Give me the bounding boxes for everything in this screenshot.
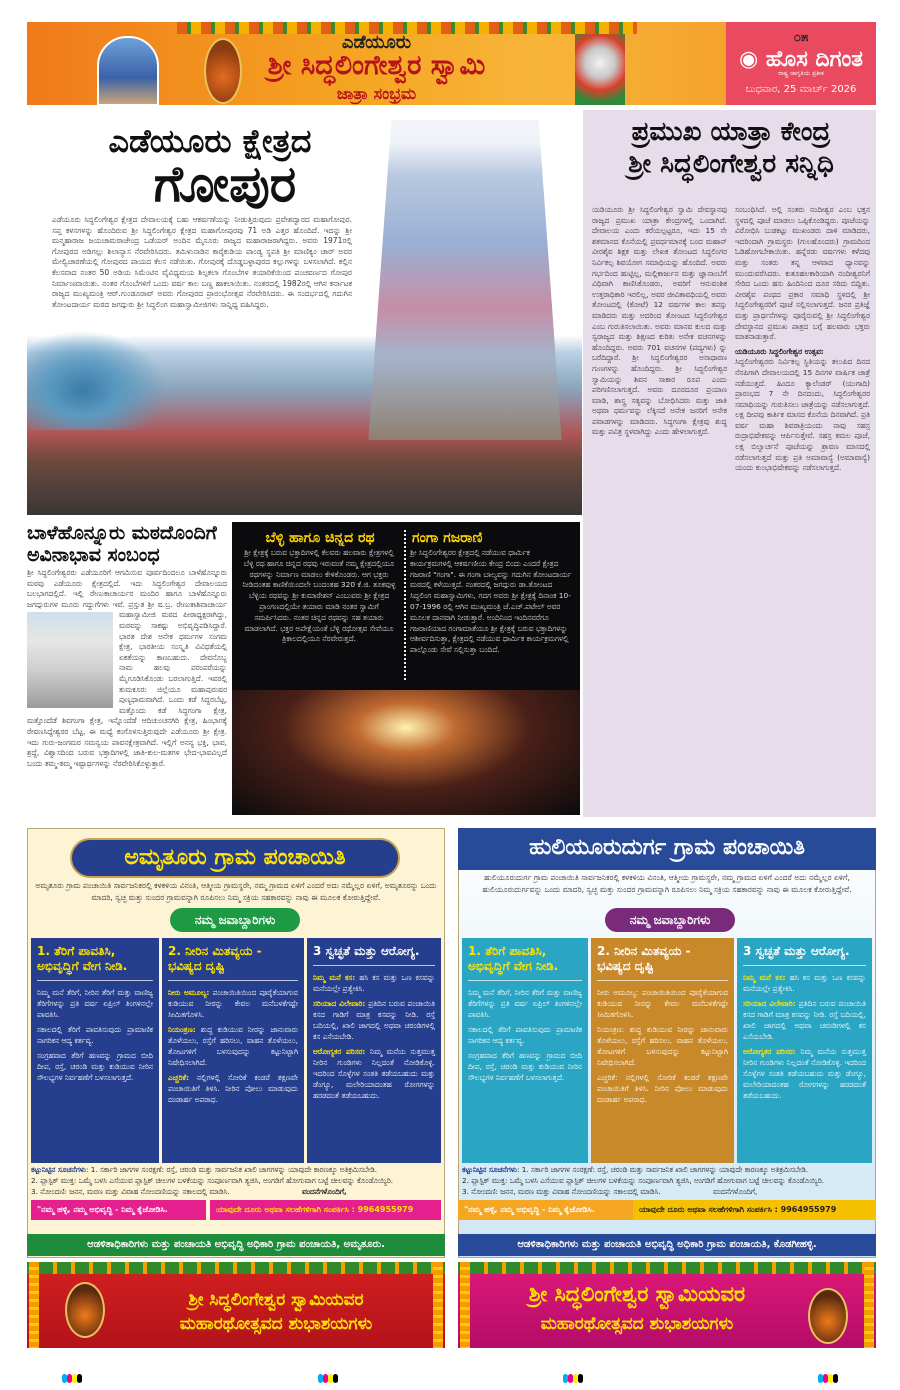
banner-left-line2: ಮಹಾರಥೋತ್ಸವದ ಶುಭಾಶಯಗಳು [179,1314,373,1334]
sidebar-column-2: ಸಂಬಂಧಿಸಿದೆ. ಅಲ್ಲಿ ಸಂತರು ನಂದೀಶ್ವರ ಎಂಬ ಭಕ್ತನ ಸ್ಥಳದಲ್ಲಿ ಪೂಜೆ ಮಾಡಲು ಒಪ್ಪಿಕೊಂಡಿದ್ದರು. ಪೂಜೆಯನ್ನು ವಿರೋಧಿಸಿ ಬುಡಕಟ್ಟು ಮುಖಂಡರು ದಾಳಿ ಮಾಡಿದರು, ಇದರಿಂದಾಗಿ ಗ್ರಾಮಸ್ಥರು (ಗುಲಹೊಂದರು) ಗ್ರಾಮದಿಂದ ಓಡಿಹೋಗಬೇಕಾಯಿತು. ಹನ್ನೆರಡು ವರ್ಷಗಳು ಕಳೆದವು ಮತ್ತು ಸಂತರು ತನ್ನ ಆಳವಾದ ಧ್ಯಾನವನ್ನು ಮುಂದುವರೆಸಿದರು. ಕುತೂಹಲಕಾರಿಯಾಗಿ ನಂದೀಶ್ವರನಿಗೆ ಸೇರಿದ ಒಂದು ಹಸು ಹಿಂದಿನಿಂದ ದೂರ ಸರಿದು ಬಿದ್ದಿತು. ವೀರಶೈವ ಪಂಥದ ಪ್ರಕಾರ ಸಮಾಧಿ ಸ್ಥಳದಲ್ಲಿ ಶ್ರೀ ಸಿದ್ಧಲಿಂಗೇಶ್ವರರಿಗೆ ಪೂಜೆ ಸಲ್ಲಿಸಲಾಗುತ್ತದೆ. ಜನರ ಪ್ರತಿಜ್ಞೆ ಮತ್ತು ಪ್ರಾರ್ಥನೆಗಳನ್ನು ಪೂರೈಸುವಲ್ಲಿ ಶ್ರೀ ಸಿದ್ಧಲಿಂಗೇಶ್ವರ ದೇವಸ್ಥಾನದ ಪ್ರಮುಖ ಪಾತ್ರದ ಬಗ್ಗೆ ಹಲವಾರು ಭಕ್ತರು ಮಾತನಾಡುತ್ತಾರೆ. ಯಡಿಯೂರು ಸಿದ್ಧಲಿಂಗೇಶ್ವರ ಉತ್ಸವ: ಸಿದ್ಧಲಿಂಗೇಶ್ವರರು ನಿರ್ವಿಕಲ್ಪ ಸ್ಥಿತಿಯನ್ನು ತಲುಪಿದ ದಿನದ ನೆನಪಿಗಾಗಿ ದೇವಾಲಯದಲ್ಲಿ 15 ದಿನಗಳ ವಾರ್ಷಿಕ ಜಾತ್ರೆ ನಡೆಯುತ್ತದೆ. ಹಿಂದೂ ಕ್ಯಾಲೆಂಡರ್ (ಯುಗಾದಿ) ಪ್ರಾರಂಭದ 7 ನೇ ದಿನದಂದು, ಸಿದ್ಧಲಿಂಗೇಶ್ವರರ ಸಮಾಧಿಯನ್ನು ಗುರುತಿಸಲು ಜಾತ್ರೆಯನ್ನು ನಡೆಸಲಾಗುತ್ತದೆ. ಲಕ್ಷ ದೀಪವು ಕಾರ್ತಿಕ ಮಾಸದ ಕೊನೆಯ ದಿನವಾಗಿದೆ. ಪ್ರತಿ ವರ್ಷ ಮಹಾ ಶಿವರಾತ್ರಿಯಂದು ನಾವು ಸಹಸ್ರ ರುದ್ರಾಭಿಷೇಕವನ್ನು ಆರ್ಪಿಸುತ್ತೇವೆ. ಸಹಸ್ರ ಕಮಲ ಪೂಜೆ, ಲಕ್ಷ ಬಿಲ್ವಾರ್ಚನೆ ಪೂಜೆಯನ್ನು ಶ್ರಾವಣ ಮಾಸದಲ್ಲಿ ನಡೆಸಲಾಗುತ್ತದೆ ಮತ್ತು ಪ್ರತಿ ಅಮಾವಾಸ್ಯೆ (ಅಮಾವಾಸ್ಯೆ) ಯಂದು ಕುಂಭಾಭಿಷೇಕವನ್ನು ನಡೆಸಲಾಗುತ್ತದೆ. [735,205,870,473]
elephant-body: ಶ್ರೀ ಸಿದ್ಧಲಿಂಗೇಶ್ವರರ ಕ್ಷೇತ್ರದಲ್ಲಿ ನಡೆಯುವ ಧಾರ್ಮಿಕ ಕಾರ್ಯಕ್ರಮಗಳಲ್ಲಿ ಆಕರ್ಷಣೀಯ ಕೇಂದ್ರ ಬಿಂದು ಎಂದರೆ ಕ್ಷೇತ್ರದ ಗಜರಾಣಿ "ಗಂಗಾ". ಈ ಗಂಗಾ ಬಾಲ್ಯವನ್ನು ಗದುಗಿನ ತೋಂಟದಾರ್ಯ ಮಠದಲ್ಲಿ ಕಳೆಯುತ್ತದೆ. ನಂತರದಲ್ಲಿ ಜಗದ್ಗುರು ಡಾ.ತೋಂಟದ ಸಿದ್ಧಲಿಂಗ ಮಹಾಸ್ವಾಮಿಗಳು, ಗದಗ ಅವರು ಶ್ರೀ ಕ್ಷೇತ್ರಕ್ಕೆ ದಿನಾಂಕ 10-07-1996 ರಲ್ಲಿ ಆಗಿನ ಮುಖ್ಯಮಂತ್ರಿ ಜೆ.ಎಚ್.ಪಟೇಲ್ ಅವರ ಮೂಲಕ ದಾನವಾಗಿ ನೀಡುತ್ತಾರೆ. ಅಂದಿನಿಂದ ಇಂದಿನವರೆಗೂ ಗಜರಾಣಿಯಾದ ಗಂಗಾಮಾತೆಯೂ ಶ್ರೀ ಕ್ಷೇತ್ರಕ್ಕೆ ಬರುವ ಭಕ್ತಾದಿಗಳನ್ನು ಆಶೀರ್ವದಿಸುತ್ತಾ, ಕ್ಷೇತ್ರದಲ್ಲಿ ನಡೆಯುವ ಧಾರ್ಮಿಕ ಕಾರ್ಯಕ್ರಮಗಳಲ್ಲಿ ಪಾಲ್ಗೊಂಡು ಸೇವೆ ಸಲ್ಲಿಸುತ್ತಾ ಬಂದಿದೆ. [410,548,572,655]
palm-trees-photo [27,330,167,430]
amrutur-col-tax: 1. ತೆರಿಗೆ ಪಾವತಿಸಿ, ಅಭಿವೃದ್ಧಿಗೆ ವೇಗ ನೀಡಿ. ನಿಮ್ಮ ಮನೆ ತೆರಿಗೆ, ನೀರಿನ ತೆರಿಗೆ ಮತ್ತು ವಾಣಿಜ್ಯ ತೆರಿಗೆಗಳನ್ನು ಪ್ರತಿ ವರ್ಷ ಏಪ್ರಿಲ್ ತಿಂಗಳಿನಲ್ಲೇ ಪಾವತಿಸಿ. ಸಕಾಲದಲ್ಲಿ ತೆರಿಗೆ ಪಾವತಿಸುವುದು ಪ್ರಾಮಾಣಿಕ ನಾಗರಿಕನ ಆದ್ಯ ಕರ್ತವ್ಯ. ಸಂಗ್ರಹವಾದ ತೆರಿಗೆ ಹಣವನ್ನು ಗ್ರಾಮದ ಬೀದಿ ದೀಪ, ರಸ್ತೆ, ಚರಂಡಿ ಮತ್ತು ಕುಡಿಯುವ ನೀರಿನ ಸೌಲಭ್ಯಗಳ ನಿರ್ವಹಣೆಗೆ ಬಳಸಲಾಗುತ್ತದೆ. [31,938,159,1163]
amrutur-col-water: 2. ನೀರಿನ ಮಿತವ್ಯಯ - ಭವಿಷ್ಯದ ದೃಷ್ಟಿ ನೀರು ಅಮೂಲ್ಯ: ಪಂಚಾಯಿತಿಯಿಂದ ಪೂರೈಕೆಯಾಗುವ ಕುಡಿಯುವ ನೀರನ್ನು ಕೇವಲ ಮನೆಬಳಕೆಗಷ್ಟೇ ಸೀಮಿತಗೊಳಿಸಿ. ನಿಯಂತ್ರಣ: ಶುದ್ಧ ಕುಡಿಯುವ ನೀರನ್ನು ಜಾನುವಾರು ತೊಳೆಯಲು, ರಸ್ತೆಗೆ ಹರಿಸಲು, ವಾಹನ ತೊಳೆಯಲು, ತೋಟಗಳಿಗೆ ಬಳಸುವುದನ್ನು ಕಟ್ಟುನಿಟ್ಟಾಗಿ ನಿಷೇಧಿಸಲಾಗಿದೆ. ಎಚ್ಚರಿಕೆ: ನಲ್ಲಿಗಳಲ್ಲಿ ಸೋರಿಕೆ ಕಂಡರೆ ತಕ್ಷಣವೇ ಪಂಚಾಯಿತಿಗೆ ತಿಳಿಸಿ. ನೀರಿನ ಪೋಲು ಮಾಡುವುದು ದಂಡಾರ್ಹ ಅಪರಾಧ. [162,938,304,1163]
marigold-string [29,1262,39,1348]
sun-logo-icon: ◉ [739,47,759,72]
lead-story-body: ಎಡೆಯೂರು ಸಿದ್ಧಲಿಂಗೇಶ್ವರ ಕ್ಷೇತ್ರದ ದೇವಾಲಯಕ್ಕೆ ಬಹು ಆಕರ್ಷಣೆಯನ್ನು ನೀಡುತ್ತಿರುವುದು ಪ್ರವೇಶದ್ವಾರದ ಮಹಾಗೋಪುರ. ಸಪ್ತ ಕಳಸಗಳನ್ನು ಹೊಂದಿರುವ ಶ್ರೀ ಸಿದ್ಧಲಿಂಗೇಶ್ವರ ಕ್ಷೇತ್ರದ ಮಹಾಗೋಪುರವು 71 ಅಡಿ ಎತ್ತರ ಹೊಂದಿದೆ. ಇದನ್ನು ಶ್ರೀ ಮನ್ಮಹಾರಾಜ ಜಯಚಾಮರಾಜೇಂದ್ರ ಒಡೆಯರ್ ಅಂದಿನ ಮೈಸೂರು ರಾಜ್ಯದ ಮಹಾರಾಜರಾಗಿದ್ದರು. ಅವರು 1971ರಲ್ಲಿ ಗೋಪುರದ ಅಡಿಗಲ್ಲು ಶಿಲಾನ್ಯಾಸ ನೆರವೇರಿಸಿದರು. ತಮಿಳುನಾಡಿನ ಕಾರೈಕುಡಿಯ ಪಾಂಡ್ಯ ಸ್ಥಪತಿ ಶ್ರೀ ಮಾಣಿಕ್ಯಂ ಚಾರ್ ಅವರ ಮೇಲ್ವಿಚಾರಣೆಯಲ್ಲಿ ಗೋಪುರದ ಪಾಯದ ಕೆಲಸ ನಡೆಯಿತು. ಗೋಪುರಕ್ಕೆ ದೊಡ್ಡಬಳ್ಳಾಪುರದ ಕಲ್ಲುಗಳನ್ನು ಬಳಸಲಾಗಿದೆ. ಕಲ್ಲಿನ ಕೆಲಸವಾದ ನಂತರ 50 ಅಡಿಯ ಸಿಮೆಂಟಿನ ವೈವಿಧ್ಯಮಯ ಶಿಲ್ಪಕಲಾ ಗೊಂಬೆಗಳ ತಯಾರಿಕೆಯಿಂದ ಪಂಚವರ್ಣದ ಗೋಪುರ ನಿರ್ಮಾಣವಾಯಿತು. ನಂತರ ಗೊಂಬೆಗಳಿಗೆ ಒಂದು ವರ್ಷ ಕಾಲ ಬಣ್ಣ ಹಾಕಲಾಯಿತು. ನಂತರದಲ್ಲಿ 1982ರಲ್ಲಿ ಆಗಿನ ಕರ್ನಾಟಕ ರಾಜ್ಯದ ಮುಖ್ಯಮಂತ್ರಿ ಆರ್.ಗುಂಡೂರಾವ್ ಅವರು ಗೋಪುರದ ಪ್ರಾರಂಭೋತ್ಸವ ನೆರವೇರಿಸಿದರು. ಈ ಸಂದರ್ಭದಲ್ಲಿ ಗದುಗಿನ ತೋಂಟದಾರ್ಯ ಮಠದ ಜಗದ್ಗುರು ಶ್ರೀ ಸಿದ್ಧಲಿಂಗ ಮಹಾಸ್ವಾಮೀಜಿಗಳು ಸಾನ್ನಿಧ್ಯ ವಹಿಸಿದ್ದರು. [52,215,352,309]
amrutur-contact: ಯಾವುದೇ ದೂರು ಅಥವಾ ಸಲಹೆಗಳಿಗಾಗಿ ಸಂಪರ್ಕಿಸಿ : 9964955979 [210,1200,441,1220]
night-festival-photo [232,690,580,815]
balehonnur-headline: ಬಾಳೆಹೊನ್ನೂರು ಮಠದೊಂದಿಗೆ ಅವಿನಾಭಾವ ಸಂಬಂಧ [27,522,217,566]
balehonnur-body: ಶ್ರೀ ಸಿದ್ಧಲಿಂಗೇಶ್ವರರು ಎಡೆಯೂರಿಗೆ ಆಗಮಿಸುವ ಪೂರ್ವದಿಂದಲೂ ಬಾಳೆಹೊನ್ನೂರು ಮಠವು ಎಡೆಯೂರು ಕ್ಷೇತ್ರದಲ್ಲಿದೆ. ಇದು ಸಿದ್ಧಲಿಂಗೇಶ್ವರ ದೇವಾಲಯದ ಬಲಭಾಗದಲ್ಲಿದೆ. ಇಲ್ಲಿ ರೇಣುಕಾಚಾರ್ಯರ ಮಂದಿರ ಹಾಗೂ ಬಾಳೆಹೊನ್ನೂರು ಜಗದ್ಗುರುಗಳ ಮೂರು ಗದ್ದುಗೆಗಳು ಇವೆ. ಪ್ರಸ್ತುತ ಶ್ರೀ ಷ.ಬ್ರ. ರೇಣುಕಾಶಿವಾಚಾರ್ಯ ಮಹಾಸ್ವಾಮೀಜಿ ಮಠದ ಪೀಠಾಧ್ಯಕ್ಷರಾಗಿದ್ದು, ಮಠವನ್ನು ಸಾಕಷ್ಟು ಅಭಿವೃದ್ಧಿಪಡಿಸಿದ್ದಾರೆ. ಭಾರತ ದೇಶ ಅನೇಕ ಧರ್ಮಗಳ ಸಂಗಮ ಕ್ಷೇತ್ರ, ಭಾರತೀಯ ಸಂಸ್ಕೃತಿ ವಿವಿಧತೆಯಲ್ಲಿ ಏಕತೆಯನ್ನು ಕಾಣಬಹುದು. ದೇವನೊಬ್ಬ ನಾಮ ಹಲವು ಪರಂಪರೆಯನ್ನು ಮೈಗೂಡಿಸಿಕೊಂಡು ಬರಲಾಗುತ್ತಿದೆ. ಇವರಲ್ಲಿ ತುಮಕೂರು ಜಿಲ್ಲೆಯೂ ಮಹಾಪುರುಷರ ಪುಣ್ಯಧಾಮವಾಗಿದೆ. ಒಂದು ಕಡೆ ಸಿದ್ಧರಬೆಟ್ಟ, ಮತ್ತೊಂದು ಕಡೆ ಸಿದ್ಧಗಂಗಾ ಕ್ಷೇತ್ರ, ಮತ್ತೊಂದೆಡೆ ಶಿವಗಂಗಾ ಕ್ಷೇತ್ರ, ಇನ್ನೊಂದೆಡೆ ಆದಿಚುಂಚನಗಿರಿ ಕ್ಷೇತ್ರ, ಹಿಂಭಾಗಕ್ಕೆ ರೇವಣಸಿದ್ದೇಶ್ವರರ ಬೆಟ್ಟ, ಈ ಮಧ್ಯೆ ಕಂಗೊಳಿಸುತ್ತಿರುವುದೇ ಎಡೆಯೂರು ಶ್ರೀ ಕ್ಷೇತ್ರ. ಇದು ಗುರು-ಜಂಗಮರ ಸಮನ್ವಯ ಪಾವನಕ್ಷೇತ್ರವಾಗಿದೆ. ಇಲ್ಲಿಗೆ ಅನನ್ಯ ಭಕ್ತಿ, ಭಾವ, ಶ್ರದ್ಧೆ, ವಿಶ್ವಾಸದಿಂದ ಬರುವ ಭಕ್ತಾದಿಗಳಲ್ಲಿ ಜಾತಿ-ಕುಲ-ಮತಗಳ ಭೇದ-ಭಾವವಿಲ್ಲದೆ ಬಂದು ತಮ್ಮ-ತಮ್ಮ ಇಷ್ಟಾರ್ಥಗಳನ್ನು ನೆರವೇರಿಸಿಕೊಳ್ಳುತ್ತಾರೆ. [27,568,227,768]
newspaper-brand [726,22,876,105]
amrutur-footer: ಆಡಳಿತಾಧಿಕಾರಿಗಳು ಮತ್ತು ಪಂಚಾಯತಿ ಅಭಿವೃದ್ಧಿ ಅಧಿಕಾರಿ ಗ್ರಾಮ ಪಂಚಾಯತಿ, ಅಮೃತೂರು. [27,1234,445,1256]
marigold-string [864,1262,874,1348]
amrutur-col-health: 3 ಸ್ವಚ್ಛತೆ ಮತ್ತು ಆರೋಗ್ಯ. ನಿಮ್ಮ ಮನೆ ಕಸ: ಹಸಿ ಕಸ ಮತ್ತು ಒಣ ಕಸವನ್ನು ಮನೆಯಲ್ಲೇ ಪ್ರತ್ಯೇಕಿಸಿ. ಸರಿಯಾದ ವಿಲೇವಾರಿ: ಪ್ರತಿದಿನ ಬರುವ ಪಂಚಾಯಿತಿ ಕಸದ ಗಾಡಿಗೆ ಮಾತ್ರ ಕಸವನ್ನು ನೀಡಿ. ರಸ್ತೆ ಬದಿಯಲ್ಲಿ, ಖಾಲಿ ಜಾಗದಲ್ಲಿ ಅಥವಾ ಚರಂಡಿಗಳಲ್ಲಿ ಕಸ ಎಸೆಯಬೇಡಿ. ಆರೋಗ್ಯಕರ ಪರಿಸರ: ನಿಮ್ಮ ಮನೆಯ ಸುತ್ತಮುತ್ತ ನೀರಿನ ಗುಂಡಿಗಳು ನಿಲ್ಲದಂತೆ ನೋಡಿಕೊಳ್ಳಿ. ಇದರಿಂದ ಸೊಳ್ಳೆಗಳ ಸಂತತಿ ತಡೆಯಬಹುದು ಮತ್ತು ಡೆಂಗ್ಯೂ, ಮಲೇರಿಯಾದಂತಹ ರೋಗಗಳನ್ನು ಹರಡದಂತೆ ತಡೆಯಬಹುದು. [307,938,441,1163]
issue-date: ಬುಧವಾರ, 25 ಮಾರ್ಚ್ 2026 [745,84,857,95]
huliyurdurga-col-tax: 1. ತೆರಿಗೆ ಪಾವತಿಸಿ, ಅಭಿವೃದ್ಧಿಗೆ ವೇಗ ನೀಡಿ. ನಿಮ್ಮ ಮನೆ ತೆರಿಗೆ, ನೀರಿನ ತೆರಿಗೆ ಮತ್ತು ವಾಣಿಜ್ಯ ತೆರಿಗೆಗಳನ್ನು ಪ್ರತಿ ವರ್ಷ ಏಪ್ರಿಲ್ ತಿಂಗಳಿನಲ್ಲೇ ಪಾವತಿಸಿ. ಸಕಾಲದಲ್ಲಿ ತೆರಿಗೆ ಪಾವತಿಸುವುದು ಪ್ರಾಮಾಣಿಕ ನಾಗರಿಕನ ಆದ್ಯ ಕರ್ತವ್ಯ. ಸಂಗ್ರಹವಾದ ತೆರಿಗೆ ಹಣವನ್ನು ಗ್ರಾಮದ ಬೀದಿ ದೀಪ, ರಸ್ತೆ, ಚರಂಡಿ ಮತ್ತು ಕುಡಿಯುವ ನೀರಿನ ಸೌಲಭ್ಯಗಳ ನಿರ್ವಹಣೆಗೆ ಬಳಸಲಾಗುತ್ತದೆ. [462,938,588,1163]
amrutur-suggestions: ಕಟ್ಟುನಿಟ್ಟಿನ ಸೂಚನೆಗಳು: 1. ಸರ್ಕಾರಿ ಜಾಗಗಳ ಸಂರಕ್ಷಣೆ: ರಸ್ತೆ, ಚರಂಡಿ ಮತ್ತು ಸಾರ್ವಜನಿಕ ಖಾಲಿ ಜಾಗಗಳನ್ನು ಯಾವುದೇ ಕಾರಣಕ್ಕೂ ಅತಿಕ್ರಮಿಸಬೇಡಿ. 2. ಪ್ಲಾಸ್ಟಿಕ್ ಮುಕ್ತ: ಒಮ್ಮೆ ಬಳಸಿ ಎಸೆಯುವ ಪ್ಲಾಸ್ಟಿಕ್ ಚೀಲಗಳ ಬಳಕೆಯನ್ನು ಸಂಪೂರ್ಣವಾಗಿ ತ್ಯಜಿಸಿ, ಅಂಗಡಿಗೆ ಹೋಗುವಾಗ ಬಟ್ಟೆ ಚೀಲವನ್ನು ಕೊಂಡೊಯ್ಯಿರಿ. 3. ನೋಂದಣಿ: ಜನನ, ಮರಣ ಮತ್ತು ವಿವಾಹ ನೋಂದಣಿಯನ್ನು ಸಕಾಲದಲ್ಲಿ ಮಾಡಿಸಿ. ವಂದನೆಗಳೊಂದಿಗೆ, [31,1165,394,1197]
amrutur-ad-intro: ಅಮೃತೂರು ಗ್ರಾಮ ಪಂಚಾಯಿತಿ ಸಾರ್ವಜನಿಕರಲ್ಲಿ ಕಳಕಳಿಯ ವಿನಂತಿ, ಆತ್ಮೀಯ ಗ್ರಾಮಸ್ಥರೇ, ನಮ್ಮ ಗ್ರಾಮದ ಏಳಿಗೆ ಎಂದರೆ ಅದು ನಮ್ಮೆಲ್ಲರ ಏಳಿಗೆ, ಅಮೃತೂರನ್ನು ಒಂದು ಮಾದರಿ, ಸ್ವಚ್ಛ ಮತ್ತು ಸುಂದರ ಗ್ರಾಮವನ್ನಾಗಿ ರೂಪಿಸಲು ನಿಮ್ಮ ಸಕ್ರಿಯ ಸಹಕಾರವನ್ನು ನಾವು ಈ ಮೂಲಕ ಕೋರುತ್ತಿದ್ದೇವೆ. [35,881,437,902]
elephant-headline: ಗಂಗಾ ಗಜರಾಣಿ [412,530,483,546]
gopura-photo [350,110,580,440]
amrutur-slogan: "ನಮ್ಮ ಹಳ್ಳಿ, ನಮ್ಮ ಅಭಿವೃದ್ಧಿ - ನಿಮ್ಮ ಕೈಜೋಡಿಸಿ. [31,1200,206,1220]
huliyurdurga-footer: ಆಡಳಿತಾಧಿಕಾರಿಗಳು ಮತ್ತು ಪಂಚಾಯತಿ ಅಭಿವೃದ್ಧಿ ಅಧಿಕಾರಿ ಗ್ರಾಮ ಪಂಚಾಯತಿ, ಕೊಡಗೀಹಳ್ಳಿ. [458,1234,876,1256]
registration-mark [318,1368,340,1378]
registration-mark [818,1368,840,1378]
registration-mark [563,1368,585,1378]
festival-text: ಸಿದ್ಧಲಿಂಗೇಶ್ವರರು ನಿರ್ವಿಕಲ್ಪ ಸ್ಥಿತಿಯನ್ನು ತಲುಪಿದ ದಿನದ ನೆನಪಿಗಾಗಿ ದೇವಾಲಯದಲ್ಲಿ 15 ದಿನಗಳ ವಾರ್ಷಿಕ ಜಾತ್ರೆ ನಡೆಯುತ್ತದೆ. ಹಿಂದೂ ಕ್ಯಾಲೆಂಡರ್ (ಯುಗಾದಿ) ಪ್ರಾರಂಭದ 7 ನೇ ದಿನದಂದು, ಸಿದ್ಧಲಿಂಗೇಶ್ವರರ ಸಮಾಧಿಯನ್ನು ಗುರುತಿಸಲು ಜಾತ್ರೆಯನ್ನು ನಡೆಸಲಾಗುತ್ತದೆ. ಲಕ್ಷ ದೀಪವು ಕಾರ್ತಿಕ ಮಾಸದ ಕೊನೆಯ ದಿನವಾಗಿದೆ. ಪ್ರತಿ ವರ್ಷ ಮಹಾ ಶಿವರಾತ್ರಿಯಂದು ನಾವು ಸಹಸ್ರ ರುದ್ರಾಭಿಷೇಕವನ್ನು ಆರ್ಪಿಸುತ್ತೇವೆ. ಸಹಸ್ರ ಕಮಲ ಪೂಜೆ, ಲಕ್ಷ ಬಿಲ್ವಾರ್ಚನೆ ಪೂಜೆಯನ್ನು ಶ್ರಾವಣ ಮಾಸದಲ್ಲಿ ನಡೆಸಲಾಗುತ್ತದೆ ಮತ್ತು ಪ್ರತಿ ಅಮಾವಾಸ್ಯೆ (ಅಮಾವಾಸ್ಯೆ) ಯಂದು ಕುಂಭಾಭಿಷೇಕವನ್ನು ನಡೆಸಲಾಗುತ್ತದೆ. [735,357,870,473]
sidebar-column-1: ಯಡಿಯೂರು ಶ್ರೀ ಸಿದ್ಧಲಿಂಗೇಶ್ವರ ಸ್ವಾಮಿ ದೇವಸ್ಥಾನವು ರಾಜ್ಯದ ಪ್ರಮುಖ ಯಾತ್ರಾ ಕೇಂದ್ರಗಳಲ್ಲಿ ಒಂದಾಗಿದೆ. ದೇವಾಲಯ ಎಂದು ಕರೆಯಲ್ಪಟ್ಟರೂ, ಇದು 15 ನೇ ಶತಮಾನದ ಕೊನೆಯಲ್ಲಿ ಪ್ರವರ್ಧಮಾನಕ್ಕೆ ಬಂದ ಮಹಾನ್ ವೀರಶೈವ ಶಿಕ್ಷಕ ಮತ್ತು ಲೇಖಕ ತೋಂಟದ ಸಿದ್ಧಲಿಂಗರ ನಿರ್ವಿಕಲ್ಪ ಶಿವಯೋಗ ಸಮಾಧಿಯನ್ನು ಹೊಂದಿದೆ. ಅವರು ಗರ್ಭದಿಂದ ಹುಟ್ಟಿಲ್ಲ, ಮಲ್ಲಿಕಾರ್ಜುನ ಮತ್ತು ಜ್ಞಾನಾಂಬೆಗೆ ವಿಧಿವಾಗಿ ಕಾಣಿಸಿಕೊಂಡರು, ಅವರಿಗೆ ಆನುವಂಶಿಕ ಉತ್ತರಾಧಿಕಾರಿ ಇರಲಿಲ್ಲ, ಅವರ ಜೀವಿತಾವಧಿಯಲ್ಲಿ ಅವರು ತೋಂಟದಲ್ಲಿ (ಕೋಟೆ) 12 ವರ್ಷಗಳ ಕಾಲ ತಪಸ್ಸು ಮಾಡಿದರು ಮತ್ತು ಅದರಿಂದ ತೋಂಟದ ಸಿದ್ಧಲಿಂಗೇಶ್ವರ ಎಂಬ ಗುರುತಿಸಲಾಯಿತು. ಅವರು ಮಾನವ ಕುಲದ ಮತ್ತು ಸ್ವರಾಜ್ಯದ ಮತ್ತು ಶಿಕ್ಷಣದ ಕುರಿತು ಅನೇಕ ವಚನಗಳನ್ನು ಹೊಂದಿದ್ದರು. ಅವರು 701 ವಚನಗಳ (ಪದ್ಯಗಳು) ನ್ನು ಬರೆದಿದ್ದಾರೆ. ಶ್ರೀ ಸಿದ್ಧಲಿಂಗೇಶ್ವರರ ಅಸಾಧಾರಣ ಗುಣಗಳನ್ನು ಹೊಂದಿದ್ದರು. ಶ್ರೀ ಸಿದ್ಧಲಿಂಗೇಶ್ವರ ಸ್ವಾಮಿಯನ್ನು ಶಿವನ ಸಾಕಾರ ರೂಪ ಎಂದು ಪರಿಗಣಿಸಲಾಗುತ್ತದೆ. ಅವರು ದೂರದೂರ ಪ್ರಯಾಣ ಮಾಡಿ, ಶಾಸ್ತ್ರ ಸತ್ಯವನ್ನು ಬೋಧಿಸಿದರು ಮತ್ತು ಜಾತಿ ಅಥವಾ ಧರ್ಮವನ್ನು ಲೆಕ್ಕಿಸದೆ ಅನೇಕ ಜನರಿಗೆ ಅನೇಕ ಪವಾಡಗಳನ್ನು ಮಾಡಿದರು. ಸಿದ್ಧಗಂಗಾ ಕ್ಷೇತ್ರವು ಶುದ್ಧ ಮತ್ತು ಪವಿತ್ರ ಸ್ಥಳವಾಗಿದ್ದು ಎಂದು ಹೇಳಲಾಗುತ್ತದೆ. [592,205,727,437]
huliyurdurga-slogan: "ನಮ್ಮ ಹಳ್ಳಿ, ನಮ್ಮ ಅಭಿವೃದ್ಧಿ - ನಿಮ್ಮ ಕೈಜೋಡಿಸಿ. [458,1200,633,1220]
huliyurdurga-suggestions: ಕಟ್ಟುನಿಟ್ಟಿನ ಸೂಚನೆಗಳು: 1. ಸರ್ಕಾರಿ ಜಾಗಗಳ ಸಂರಕ್ಷಣೆ: ರಸ್ತೆ, ಚರಂಡಿ ಮತ್ತು ಸಾರ್ವಜನಿಕ ಖಾಲಿ ಜಾಗಗಳನ್ನು ಯಾವುದೇ ಕಾರಣಕ್ಕೂ ಅತಿಕ್ರಮಿಸಬೇಡಿ. 2. ಪ್ಲಾಸ್ಟಿಕ್ ಮುಕ್ತ: ಒಮ್ಮೆ ಬಳಸಿ ಎಸೆಯುವ ಪ್ಲಾಸ್ಟಿಕ್ ಚೀಲಗಳ ಬಳಕೆಯನ್ನು ಸಂಪೂರ್ಣವಾಗಿ ತ್ಯಜಿಸಿ, ಅಂಗಡಿಗೆ ಹೋಗುವಾಗ ಬಟ್ಟೆ ಚೀಲವನ್ನು ಕೊಂಡೊಯ್ಯಿರಿ. 3. ನೋಂದಣಿ: ಜನನ, ಮರಣ ಮತ್ತು ವಿವಾಹ ನೋಂದಣಿಯನ್ನು ಸಕಾಲದಲ್ಲಿ ಮಾಡಿಸಿ. ವಂದನೆಗಳೊಂದಿಗೆ, [462,1165,825,1197]
registration-mark [62,1368,84,1378]
amrutur-responsibilities-pill: ನಮ್ಮ ಜವಾಬ್ದಾರಿಗಳು [170,908,300,932]
mango-leaf-garland [458,1262,876,1274]
amrutur-ad-title: ಅಮೃತೂರು ಗ್ರಾಮ ಪಂಚಾಯಿತಿ [70,838,400,878]
huliyurdurga-col-water: 2. ನೀರಿನ ಮಿತವ್ಯಯ - ಭವಿಷ್ಯದ ದೃಷ್ಟಿ ನೀರು ಅಮೂಲ್ಯ: ಪಂಚಾಯಿತಿಯಿಂದ ಪೂರೈಕೆಯಾಗುವ ಕುಡಿಯುವ ನೀರನ್ನು ಕೇವಲ ಮನೆಬಳಕೆಗಷ್ಟೇ ಸೀಮಿತಗೊಳಿಸಿ. ನಿಯಂತ್ರಣ: ಶುದ್ಧ ಕುಡಿಯುವ ನೀರನ್ನು ಜಾನುವಾರು ತೊಳೆಯಲು, ರಸ್ತೆಗೆ ಹರಿಸಲು, ವಾಹನ ತೊಳೆಯಲು, ತೋಟಗಳಿಗೆ ಬಳಸುವುದನ್ನು ಕಟ್ಟುನಿಟ್ಟಾಗಿ ನಿಷೇಧಿಸಲಾಗಿದೆ. ಎಚ್ಚರಿಕೆ: ನಲ್ಲಿಗಳಲ್ಲಿ ಸೋರಿಕೆ ಕಂಡರೆ ತಕ್ಷಣವೇ ಪಂಚಾಯಿತಿಗೆ ತಿಳಿಸಿ. ನೀರಿನ ಪೋಲು ಮಾಡುವುದು ದಂಡಾರ್ಹ ಅಪರಾಧ. [591,938,734,1163]
temple-shrine-photo [27,612,113,708]
lead-headline-line1: ಎಡೆಯೂರು ಕ್ಷೇತ್ರದ [108,122,312,160]
chariot-body: ಶ್ರೀ ಕ್ಷೇತ್ರಕ್ಕೆ ಬರುವ ಭಕ್ತಾದಿಗಳಲ್ಲಿ ಕೆಲವರು ಹಲವಾರು ಕ್ಷೇತ್ರಗಳಲ್ಲಿ ಬೆಳ್ಳಿ ರಥ ಹಾಗೂ ಚಿನ್ನದ ರಥವು ಇರುವಂತೆ ನಮ್ಮ ಕ್ಷೇತ್ರದಲ್ಲಿಯೂ ರಥಗಳನ್ನು ನಿರ್ಮಾಣ ಮಾಡಲು ಕೇಳಿಕೊಂಡರು. ಆಗ ಭಕ್ತರು ನೀಡಿದಂತಹ ಕಾಣಿಕೆಯಿಂದಲೇ ಬಂದಂತಹ 320 ಕೆ.ಜಿ. ತೂಕವುಳ್ಳ ಬೆಳ್ಳಿಯ ರಥವನ್ನು ಶ್ರೀ ಕುಮಾರೇಶನ್ ಎಂಬುವರು ಶ್ರೀ ಕ್ಷೇತ್ರದ ಪ್ರಾಂಗಣದಲ್ಲಿಯೇ ತಯಾರು ಮಾಡಿ ನಂತರ ಸ್ವಾಮಿಗೆ ಸಮರ್ಪಿಸಿದರು. ನಂತರ ಚಿನ್ನದ ರಥವನ್ನು ಸಹ ತಯಾರು ಮಾಡಲಾಗಿದೆ. ಭಕ್ತರ ಅಪೇಕ್ಷೆಯಂತೆ ಬೆಳ್ಳಿ ರಥೋತ್ಸವ ಸೇವೆಯೂ ತ್ರಿಕಾಲದಲ್ಲಿಯೂ ನೆರವೇರುತ್ತದೆ. [242,548,396,644]
huliyurdurga-col-health: 3 ಸ್ವಚ್ಛತೆ ಮತ್ತು ಆರೋಗ್ಯ. ನಿಮ್ಮ ಮನೆ ಕಸ: ಹಸಿ ಕಸ ಮತ್ತು ಒಣ ಕಸವನ್ನು ಮನೆಯಲ್ಲೇ ಪ್ರತ್ಯೇಕಿಸಿ. ಸರಿಯಾದ ವಿಲೇವಾರಿ: ಪ್ರತಿದಿನ ಬರುವ ಪಂಚಾಯಿತಿ ಕಸದ ಗಾಡಿಗೆ ಮಾತ್ರ ಕಸವನ್ನು ನೀಡಿ. ರಸ್ತೆ ಬದಿಯಲ್ಲಿ, ಖಾಲಿ ಜಾಗದಲ್ಲಿ ಅಥವಾ ಚರಂಡಿಗಳಲ್ಲಿ ಕಸ ಎಸೆಯಬೇಡಿ. ಆರೋಗ್ಯಕರ ಪರಿಸರ: ನಿಮ್ಮ ಮನೆಯ ಸುತ್ತಮುತ್ತ ನೀರಿನ ಗುಂಡಿಗಳು ನಿಲ್ಲದಂತೆ ನೋಡಿಕೊಳ್ಳಿ. ಇದರಿಂದ ಸೊಳ್ಳೆಗಳ ಸಂತತಿ ತಡೆಯಬಹುದು ಮತ್ತು ಡೆಂಗ್ಯೂ, ಮಲೇರಿಯಾದಂತಹ ರೋಗಗಳನ್ನು ಹರಡದಂತೆ ತಡೆಯಬಹುದು. [737,938,872,1163]
greeting-banner-right [458,1262,876,1348]
banner-right-line1: ಶ್ರೀ ಸಿದ್ಧಲಿಂಗೇಶ್ವರ ಸ್ವಾಮಿಯವರ [528,1282,746,1306]
huliyurdurga-contact: ಯಾವುದೇ ದೂರು ಅಥವಾ ಸಲಹೆಗಳಿಗಾಗಿ ಸಂಪರ್ಕಿಸಿ : 9964955979 [633,1200,876,1220]
chariot-headline: ಬೆಳ್ಳಿ ಹಾಗೂ ಚಿನ್ನದ ರಥ [265,530,375,546]
mango-leaf-garland [27,1262,445,1274]
huliyurdurga-ad-intro: ಹುಲಿಯೂರುದುರ್ಗ ಗ್ರಾಮ ಪಂಚಾಯಿತಿ ಸಾರ್ವಜನಿಕರಲ್ಲಿ ಕಳಕಳಿಯ ವಿನಂತಿ, ಆತ್ಮೀಯ ಗ್ರಾಮಸ್ಥರೇ, ನಮ್ಮ ಗ್ರಾಮದ ಏಳಿಗೆ ಎಂದರೆ ಅದು ನಮ್ಮೆಲ್ಲರ ಏಳಿಗೆ, ಹುಲಿಯೂರುದುರ್ಗವನ್ನು ಒಂದು ಮಾದರಿ, ಸ್ವಚ್ಛ ಮತ್ತು ಸುಂದರ ಗ್ರಾಮವನ್ನಾಗಿ ರೂಪಿಸಲು ನಿಮ್ಮ ಸಕ್ರಿಯ ಸಹಕಾರವನ್ನು ನಾವು ಈ ಮೂಲಕ ಕೋರುತ್ತಿದ್ದೇವೆ. [482,873,852,894]
page-number: ೦೫ [793,30,809,45]
newspaper-tagline: ರಾಷ್ಟ್ರ ಜಾಗೃತಿಯ ಪ್ರತೀಕ [778,70,824,77]
lead-headline-line2: ಗೋಪುರ [153,155,297,213]
banner-right-line2: ಮಹಾರಥೋತ್ಸವದ ಶುಭಾಶಯಗಳು [540,1314,734,1334]
huliyurdurga-ad-title: ಹುಲಿಯೂರುದುರ್ಗ ಗ್ರಾಮ ಪಂಚಾಯಿತಿ [458,828,876,870]
greeting-banner-left [27,1262,445,1348]
huliyurdurga-responsibilities-pill: ನಮ್ಮ ಜವಾಬ್ದಾರಿಗಳು [605,908,735,932]
newspaper-logo: ◉ ಹೊಸ ದಿಗಂತ [739,47,863,72]
sidebar-headline: ಪ್ರಮುಖ ಯಾತ್ರಾ ಕೇಂದ್ರ ಶ್ರೀ ಸಿದ್ಧಲಿಂಗೇಶ್ವರ ಸನ್ನಿಧಿ [628,117,834,179]
festival-heading: ಯಡಿಯೂರು ಸಿದ್ಧಲಿಂಗೇಶ್ವರ ಉತ್ಸವ: [735,346,824,356]
masthead-place: ಎಡೆಯೂರು [341,32,412,53]
banner-left-line1: ಶ್ರೀ ಸಿದ್ಧಲಿಂಗೇಶ್ವರ ಸ್ವಾಮಿಯವರ [188,1290,364,1310]
column-divider [404,530,406,680]
masthead-title: ಶ್ರೀ ಸಿದ್ಧಲಿಂಗೇಶ್ವರ ಸ್ವಾಮಿ [267,50,486,81]
masthead-banner [27,22,876,105]
masthead-subtitle: ಜಾತ್ರಾ ಸಂಭ್ರಮ [336,84,417,103]
